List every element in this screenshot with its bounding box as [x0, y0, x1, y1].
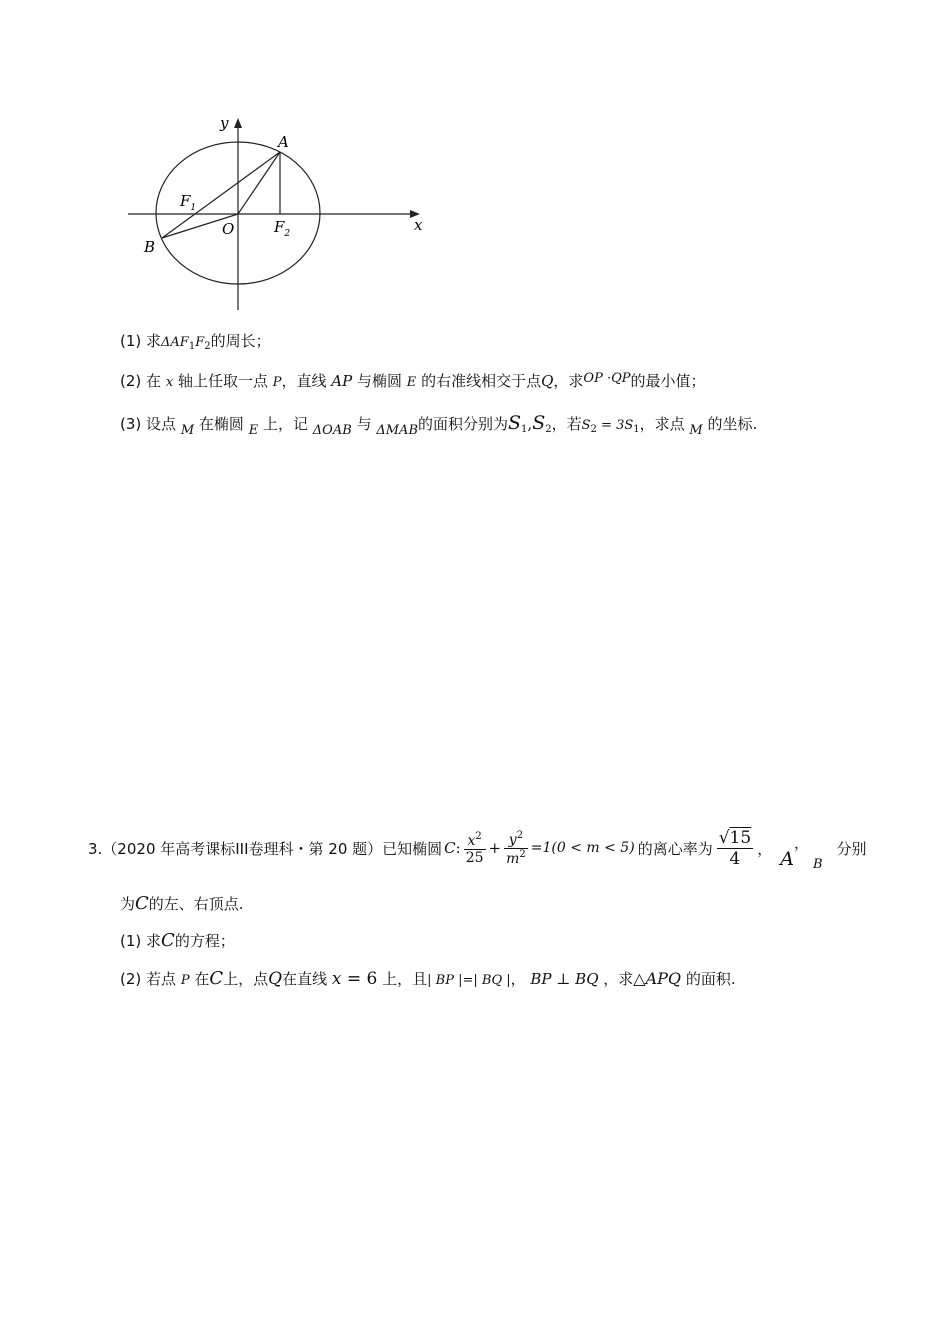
label-B: B: [144, 238, 156, 256]
segment-OA: [238, 152, 280, 214]
fraction-y2-m2: $\frac{y^2}{m^2}$: [506, 829, 526, 867]
label-O: O: [222, 220, 235, 238]
label-F1: $F_1$: [180, 192, 197, 213]
question-2-1: (1) 求$\Delta AF_1F_2$的周长；: [120, 332, 271, 352]
y-axis-arrow: [234, 118, 242, 128]
question-2-3: (3) 设点 M 在椭圆 E 上，记 ΔOAB 与 ΔMAB的面积分别为$S_1,S_2$，若$S_2 = 3S_1$，求点 M 的坐标.: [120, 412, 758, 438]
ellipse-figure: [120, 110, 430, 320]
question-2-2: (2) 在 x 轴上任取一点 P，直线 AP 与椭圆 E 的右准线相交于点Q，求OP ·QP的最小值；: [120, 371, 706, 390]
problem-3-stem-line2: 为C的左、右顶点.: [120, 893, 244, 914]
question-3-1: (1) 求C的方程；: [120, 930, 235, 951]
fraction-sqrt15-4: $\frac{√15}{4}$: [718, 827, 752, 869]
label-x: x: [414, 216, 423, 234]
label-F2: $F_2$: [274, 218, 291, 239]
label-y: y: [220, 114, 229, 132]
problem-3-stem: 3.（2020 年高考课标III卷理科・第 20 题）已知椭圆 C : $\frac{x^2}{25}$ + $\frac{y^2}{m^2}$ =1(0 < m < 5) 的离心率为 $\frac{√15}{4}$ ， A ， B 分别: [88, 827, 867, 872]
label-A: A: [278, 133, 289, 151]
fraction-x2-25: $\frac{x^2}{25}$: [465, 830, 484, 866]
question-3-2: (2) 若点 P 在C上，点Q在直线 x = 6 上，且| BP |=| BQ |， BP ⊥ BQ ，求△APQ 的面积.: [120, 968, 736, 989]
sqrt-sign-icon: √: [718, 827, 730, 848]
